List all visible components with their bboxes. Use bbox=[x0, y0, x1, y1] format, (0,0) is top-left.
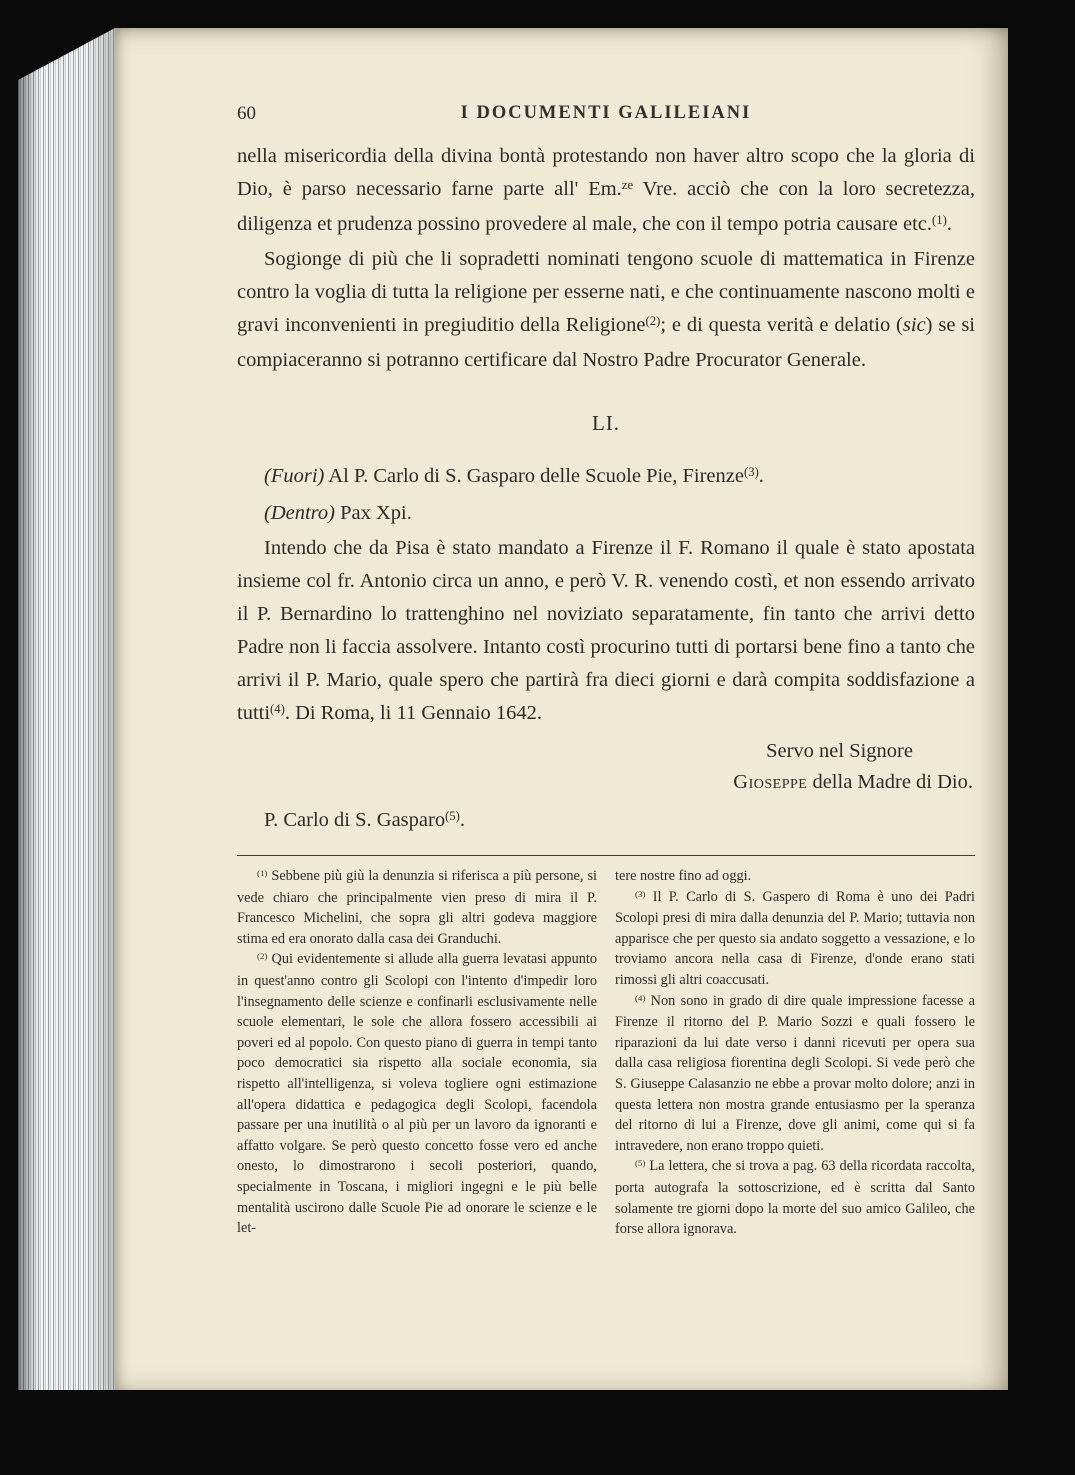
letter-addressee: P. Carlo di S. Gasparo$^{(5)}$. bbox=[264, 809, 466, 831]
signature-block bbox=[237, 736, 975, 798]
signature-role: Servo nel Signore bbox=[766, 740, 913, 762]
footnote-column-left bbox=[237, 866, 597, 1240]
letter-address-outside: (Fuori) Al P. Carlo di S. Gasparo delle Scuole Pie, Firenze$^{(3)}$. bbox=[264, 465, 764, 487]
signature-name: Gioseppe della Madre di Dio. bbox=[733, 771, 973, 793]
paragraph: Sogionge di più che li sopradetti nominati tengono scuole di mattematica in Firenze contro la voglia di tutta la religione per esserne nati, e che continuamente nascono molti e gravi inconvenienti in pregiuditio della Religione$^{(2)}$; e di questa verità e delatio (sic) se si compiaceranno si potranno certificare dal Nostro Padre Procurator Generale. bbox=[237, 248, 975, 371]
book-page bbox=[115, 28, 1008, 1390]
main-text bbox=[237, 140, 975, 377]
footnote-3: $^{(3)}$ Il P. Carlo di S. Gaspero di Roma è uno dei Padri Scolopi presi di mira dalla denunzia del P. Mario; tuttavia non apparisce che per questo sia andato soggetto a vessazione, e lo troviamo ancora nella casa di Firenze, d'onde erano stati rimossi gli altri coaccusati. bbox=[615, 888, 975, 988]
footnote-2-continuation: tere nostre fino ad oggi. bbox=[615, 868, 752, 884]
section-heading: LI. bbox=[591, 411, 621, 435]
footnote-4: $^{(4)}$ Non sono in grado di dire quale impressione facesse a Firenze il ritorno del P. Mario Sozzi e quali fossero le riparazioni da lui date verso i danni ricevuti per opera sua dalla casa religiosa fiorentina degli Scolopi. Si vede però che S. Giuseppe Calasanzio ne ebbe a provar molto dolore; anzi in questa lettera non mostra grande entusiasmo per la speranza del ritorno di lui a Firenze, dove gli animi, come qui si fa intravedere, non erano troppo quieti. bbox=[615, 992, 975, 1154]
running-title: I DOCUMENTI GALILEIANI bbox=[460, 103, 752, 123]
letter-body: Intendo che da Pisa è stato mandato a Firenze il F. Romano il quale è stato apostata insieme col fr. Antonio circa un anno, e però V. R. venendo costì, et non essendo arrivato il P. Bernardino lo trattenghino nel noviziato separatamente, fin tanto che arrivi detto Padre non li faccia assolvere. Intanto costì procurino tutti di portarsi bene fino a tanto che arrivi il P. Mario, quale spero che partirà fra dieci giorni e darà compita soddisfazione a tutti$^{(4)}$. Di Roma, li 11 Gennaio 1642. bbox=[237, 537, 975, 724]
footnote-column-right bbox=[615, 866, 975, 1240]
footnote-rule bbox=[237, 855, 975, 856]
footnote-2: $^{(2)}$ Qui evidentemente si allude alla guerra levatasi appunto in quest'anno contro gli Scolopi con l'intento d'impedir loro l'insegnamento delle scienze e confinarli esclusivamente nelle scuole elementari, le sole che allora fossero accessibili ai poveri ed al popolo. Con questo piano di guerra in tempi tanto poco democratici sia rispetto alla sociale economia, sia rispetto all'intelligenza, si voleva togliere ogni estimazione all'opera didattica e pedagogica degli Scolopi, facendola passare per una inutilità o al più per un lavoro da ignoranti e affatto volgare. Se però questo concetto fosse vero ed anche onesto, lo dimostrarono i secoli posteriori, quando, specialmente in Toscana, i migliori ingegni e le più belle mentalità uscirono dalle Scuole Pie ad onorare le scienze e le let- bbox=[237, 951, 597, 1237]
page-number: 60 bbox=[237, 103, 256, 124]
letter-address-inside: (Dentro) Pax Xpi. bbox=[264, 502, 412, 524]
footnote-1: $^{(1)}$ Sebbene più giù la denunzia si riferisca a più persone, si vede chiaro che principalmente vien preso di mira il P. Francesco Michelini, che sopra gli altri godeva maggiore stima ed era onorato dalla casa dei Granduchi. bbox=[237, 868, 597, 947]
paragraph-continuation: nella misericordia della divina bontà protestando non haver altro scopo che la gloria di Dio, è parso necessario farne parte all' Em.$^{ze}$ Vre. acciò che con la loro secretezza, diligenza et prudenza possino provedere al male, che con il tempo potria causare etc.$^{(1)}$. bbox=[237, 145, 975, 235]
page-edges bbox=[18, 28, 115, 1390]
letter bbox=[237, 460, 975, 839]
book-scan bbox=[18, 28, 1008, 1390]
footnotes bbox=[237, 866, 975, 1240]
footnote-5: $^{(5)}$ La lettera, che si trova a pag. 63 della ricordata raccolta, porta autografa la sottoscrizione, ed è scritta dal Santo solamente tre giorni dopo la morte del suo amico Galileo, che forse allora ignorava. bbox=[615, 1158, 975, 1238]
page-header bbox=[237, 100, 975, 130]
